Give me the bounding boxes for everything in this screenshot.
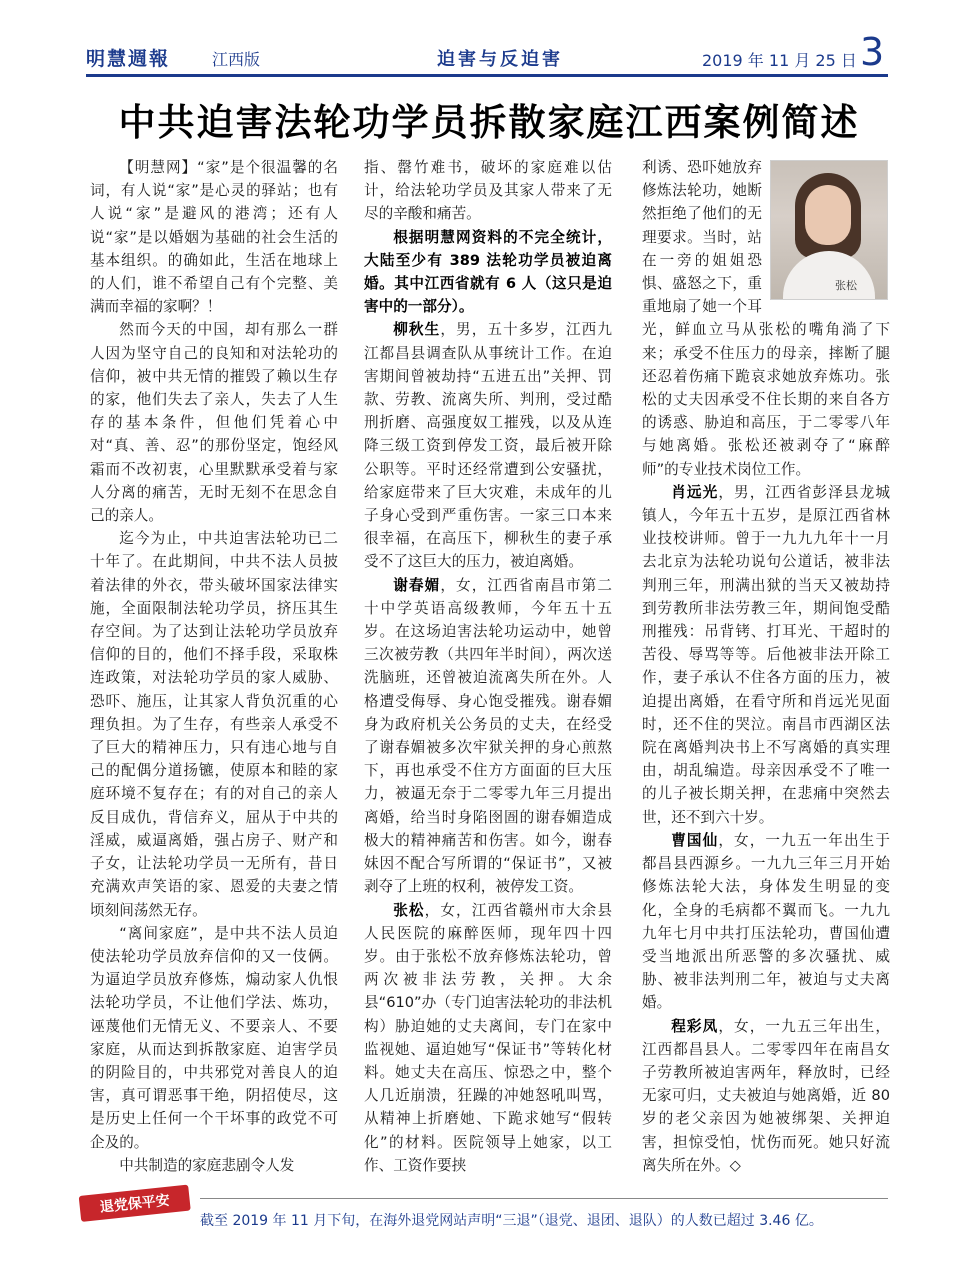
article-title: 中共迫害法轮功学员拆散家庭江西案例简述	[118, 100, 860, 144]
paragraph	[364, 226, 612, 319]
issue-date: 2019 年 11 月 25 日	[702, 51, 857, 70]
paragraph: 然而今天的中国，却有那么一群人因为坚守自己的良知和对法轮功的信仰，被中共无情的摧毁了赖以生存的家，他们失去了亲人，失去了人生存的基本条件，但他们凭着心中对“真、善、忍”的那份坚定，饱经风霜而不改初衷，心里默默承受着与家人分离的痛苦，无时无刻不在思念自己的亲人。	[90, 321, 338, 525]
paragraph-text: ，女，一九五三年出生，江西都昌县人。二零零四年在南昌女子劳教所被迫害两年，释放时，已经无家可归，丈夫被迫与她离婚，近 80 岁的老父亲因为她被绑架、关押迫害，担惊受怕，忧伤而死。她只好流离失所在外。◇	[642, 1017, 890, 1174]
paragraph	[364, 899, 612, 1177]
paragraph-text: ，男，五十多岁，江西九江都昌县调查队从事统计工作。在迫害期间曾被劫持“五进五出”关押、罚款、劳教、流离失所、判刑，受过酷刑折磨、高强度奴工摧残，以及从连降三级工资到停发工资，最后被开除公职等。平时还经常遭到公安骚扰，给家庭带来了巨大灾难，未成年的儿子身心受到严重伤害。一家三口本来很幸福，在高压下，柳秋生的妻子承受不了这巨大的压力，被迫离婚。	[364, 321, 612, 571]
paragraph-text: ，女，江西省赣州市大余县人民医院的麻醉医师，现年四十四岁。由于张松不放弃修炼法轮功，曾两次被非法劳教，关押。大余县“610”办（专门迫害法轮功的非法机构）胁迫她的丈夫离间，专门在家中监视她、逼迫她写“保证书”等转化材料。她丈夫在高压、惊恐之中，整个人几近崩溃，狂躁的冲她怒吼叫骂，从精神上折磨她、下跪求她写“假转化”的材料。医院领导上她家，以工作、工资作要挟	[364, 901, 612, 1174]
paragraph	[364, 574, 612, 899]
paragraph-text: ，男，江西省彭泽县龙城镇人，今年五十五岁，是原江西省林业技校讲师。曾于一九九九年十一月去北京为法轮功说句公道话，被非法判刑三年，刑满出狱的当天又被劫持到劳教所非法劳教三年，期间饱受酷刑摧残：吊背铐、打耳光、干超时的苦役、辱骂等等。后他被非法开除工作，妻子承认不住各方面的压力，被迫提出离婚，在看守所和肖远光见面时，还不住的哭泣。南昌市西湖区法院在离婚判决书上不写离婚的真实理由，胡乱编造。母亲因承受不了唯一的儿子被长期关押，在悲痛中突然去世，还不到六十岁。	[642, 483, 890, 826]
person-name: 柳秋生	[393, 321, 441, 339]
photo-body	[783, 251, 875, 300]
footer-notice: 截至 2019 年 11 月下旬，在海外退党网站声明“三退”（退党、退团、退队）的人数已超过 3.46 亿。	[200, 1213, 823, 1229]
person-name: 谢春媚	[393, 576, 441, 594]
paragraph-text: ，女，江西省南昌市第二十中学英语高级教师，今年五十五岁。在这场迫害法轮功运动中，她曾三次被劳教（共四年半时间），两次送洗脑班，还曾被迫流离失所在外。人格遭受侮辱、身心饱受摧残。谢春媚身为政府机关公务员的丈夫，在经受了谢春媚被多次牢狱关押的身心煎熬下，再也承受不住方方面面的巨大压力，被逼无奈于二零零九年三月提出离婚，给当时身陷囹圄的谢春媚造成极大的精神痛苦和伤害。如今，谢春妹因不配合写所谓的“保证书”，又被剥夺了上班的权利，被停发工资。	[364, 576, 612, 896]
column-3	[642, 156, 890, 1177]
paragraph	[642, 829, 890, 1015]
person-name: 张松	[393, 901, 425, 919]
paragraph	[364, 318, 612, 573]
paragraph: 指、罄竹难书，破坏的家庭难以估计，给法轮功学员及其家人带来了无尽的辛酸和痛苦。	[364, 159, 612, 223]
footer-badge: 退党保平安	[79, 1185, 191, 1222]
person-name: 肖远光	[671, 483, 719, 501]
paragraph	[642, 1015, 890, 1177]
portrait-photo	[770, 160, 888, 300]
paragraph-text: ，女，一九五一年出生于都昌县西源乡。一九九三年三月开始修炼法轮大法，身体发生明显的变化，全身的毛病都不翼而飞。一九九九年七月中共打压法轮功，曹国仙遭受当地派出所恶警的多次骚扰、威胁、被非法判刑二年，被迫与丈夫离婚。	[642, 831, 890, 1012]
paragraph: 中共制造的家庭悲剧令人发	[119, 1156, 295, 1174]
paragraph: 【明慧网】“家”是个很温馨的名词，有人说“家”是心灵的驿站；也有人说“家”是避风的港湾；还有人说“家”是以婚姻为基础的社会生活的基本组织。的确如此，生活在地球上的人们，谁不希望自己有个完整、美满而幸福的家啊？！	[90, 159, 338, 316]
edition-label: 江西版	[212, 50, 261, 69]
footer-rule	[200, 1198, 888, 1199]
photo-face	[805, 185, 851, 245]
page-number: 3	[860, 30, 885, 74]
column-2	[364, 156, 612, 1177]
section-title: 迫害与反迫害	[437, 49, 563, 70]
paragraph: 迄今为止，中共迫害法轮功已二十年了。在此期间，中共不法人员披着法律的外衣，带头破坏国家法律实施，全面限制法轮功学员，挤压其生存空间。为了达到让法轮功学员放弃信仰的目的，他们不择手段，采取株连政策，对法轮功学员的家人威胁、恐吓、施压，让其家人背负沉重的心理负担。为了生存，有些亲人承受不了巨大的精神压力，只有违心地与自己的配偶分道扬镳，使原本和睦的家庭环境不复存在；有的对自己的亲人反目成仇，背信弃义，屈从于中共的淫威，威逼离婚，强占房子、财产和子女，让法轮功学员一无所有，昔日充满欢声笑语的家、恩爱的夫妻之情顷刻间荡然无存。	[90, 530, 338, 919]
photo-caption: 张松	[835, 279, 857, 292]
paragraph: 利诱、恐吓她放弃修炼法轮功，她断然拒绝了他们的无理要求。当时，站在一旁的姐姐恐惧、盛怒之下，重重地扇了她一个耳光，鲜血立马从张松的嘴角淌了下来；承受不住压力的母亲，摔断了腿还忍着伤痛下跪哀求她放弃炼功。张松的丈夫因承受不住长期的来自各方的诱惑、胁迫和高压，于二零零八年与她离婚。张松还被剥夺了“麻醉师”的专业技术岗位工作。	[642, 159, 890, 478]
paragraph	[642, 481, 890, 829]
header-rule	[86, 74, 888, 77]
stats-text: 根据明慧网资料的不完全统计，大陆至少有 389 法轮功学员被迫离婚。其中江西省就有 6 人（这只是迫害中的一部分）。	[364, 228, 612, 316]
person-name: 程彩凤	[671, 1017, 719, 1035]
column-1	[90, 156, 338, 1177]
paragraph: “离间家庭”，是中共不法人员迫使法轮功学员放弃信仰的又一伎俩。为逼迫学员放弃修炼，煽动家人仇恨法轮功学员，不让他们学法、炼功，诬蔑他们无情无义、不要亲人、不要家庭，从而达到拆散家庭、迫害学员的阴险目的，中共邪党对善良人的迫害，真可谓恶事干绝，阴招使尽，这是历史上任何一个干坏事的政党不可企及的。	[90, 924, 338, 1151]
person-name: 曹国仙	[671, 831, 719, 849]
masthead: 明慧週報	[86, 48, 171, 70]
